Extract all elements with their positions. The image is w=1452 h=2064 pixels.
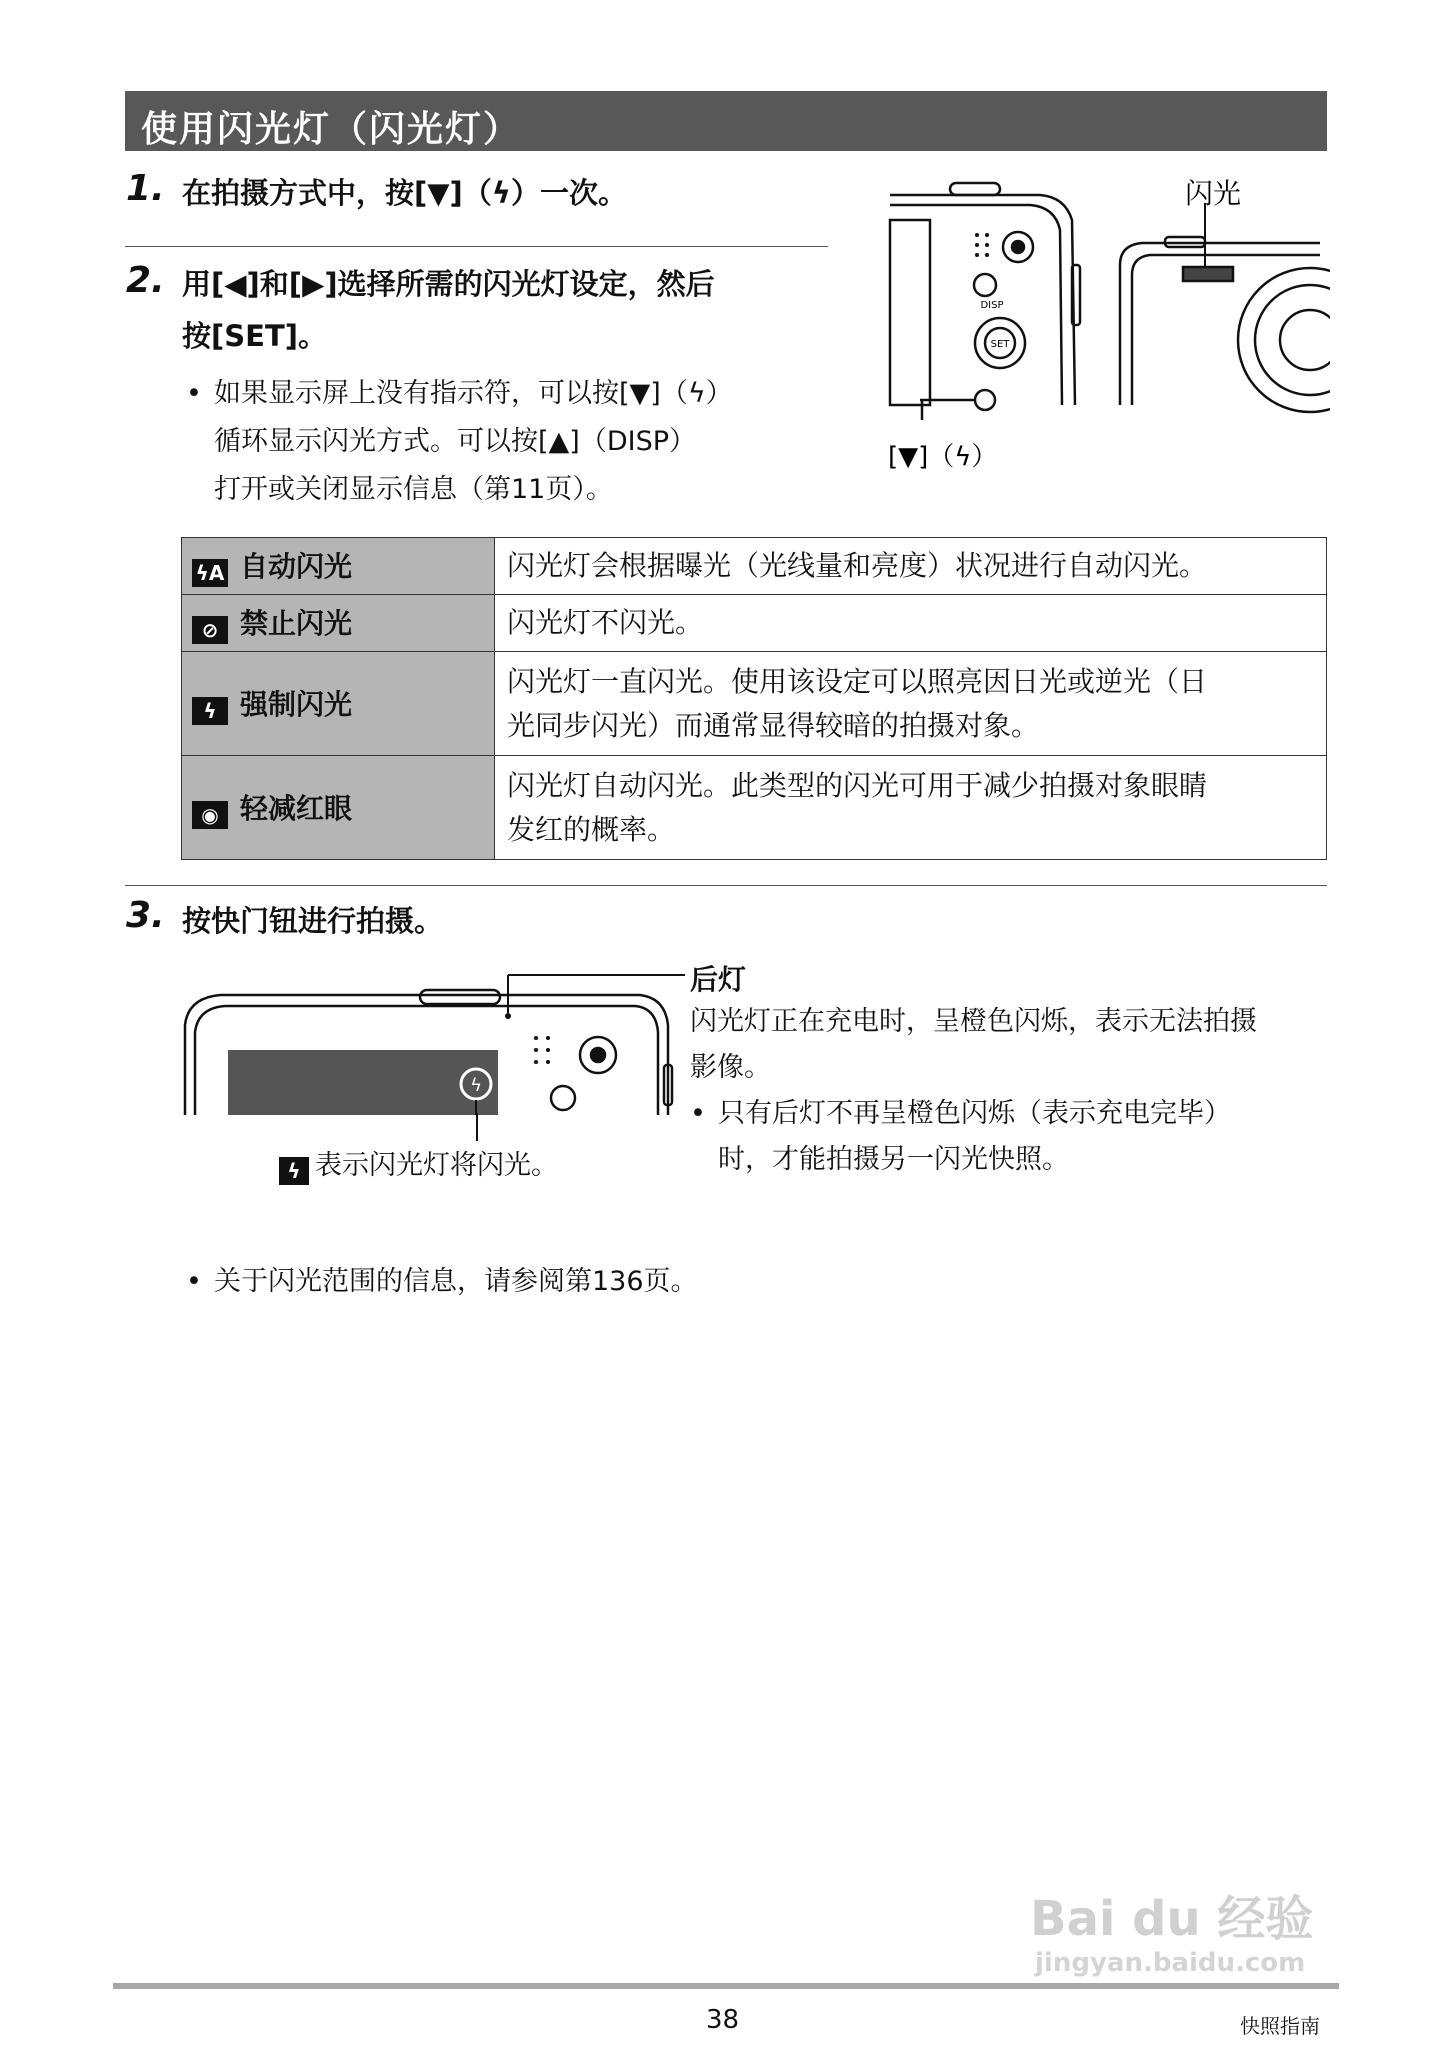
step2-line2: 按[SET]。 bbox=[182, 319, 327, 353]
table-row bbox=[182, 756, 1327, 860]
set-label: SET bbox=[990, 339, 1010, 350]
mode-desc-cell: 闪光灯会根据曝光（光线量和亮度）状况进行自动闪光。 bbox=[495, 538, 1327, 595]
flash-callout-label: 闪光 bbox=[1185, 177, 1242, 210]
back-lamp-bullet-line2: 时，才能拍摄另一闪光快照。 bbox=[718, 1144, 1069, 1175]
divider bbox=[125, 246, 828, 247]
section-title-bar bbox=[125, 91, 1327, 151]
watermark-logo: Bai du 经验 bbox=[1030, 1891, 1314, 1947]
flash-icon-caption: ϟ 表示闪光灯将闪光。 bbox=[279, 1143, 558, 1185]
step3-text: 按快门钮进行拍摄。 bbox=[182, 904, 444, 938]
back-lamp-title: 后灯 bbox=[690, 963, 747, 996]
flash-mode-table bbox=[181, 537, 1327, 860]
table-row bbox=[182, 595, 1327, 652]
icon-callout-line bbox=[476, 1113, 478, 1141]
step2-bullet-line1: • 如果显示屏上没有指示符，可以按[▼]（ϟ） bbox=[214, 370, 733, 418]
mode-desc-cell: 闪光灯一直闪光。使用该设定可以照亮因日光或逆光（日 光同步闪光）而通常显得较暗的拍摄对象。 bbox=[495, 652, 1327, 756]
mode-name: 轻减红眼 bbox=[240, 791, 353, 825]
step2-bullet-line2: 循环显示闪光方式。可以按[▲]（DISP） bbox=[214, 426, 697, 457]
flash-ready-icon: ϟ bbox=[470, 1075, 482, 1096]
page-number: 38 bbox=[706, 2005, 740, 2035]
back-lamp-desc-line1: 闪光灯正在充电时，呈橙色闪烁，表示无法拍摄 bbox=[690, 1006, 1257, 1037]
table-row bbox=[182, 538, 1327, 595]
section-title: 使用闪光灯（闪光灯） bbox=[141, 109, 522, 150]
mode-label-cell bbox=[182, 652, 495, 756]
step2-number: 2. bbox=[126, 260, 165, 301]
flash-on-icon: ϟ bbox=[279, 1157, 309, 1185]
back-lamp-desc-line2: 影像。 bbox=[690, 1052, 771, 1083]
step2-bullet-line3: 打开或关闭显示信息（第11页）。 bbox=[214, 474, 613, 505]
watermark-url: jingyan.baidu.com bbox=[1035, 1948, 1306, 1978]
camera-back-lamp-figure bbox=[180, 950, 690, 1115]
mode-desc-cell: 闪光灯不闪光。 bbox=[495, 595, 1327, 652]
flash-off-icon: ⊘ bbox=[192, 616, 228, 644]
red-eye-icon: ◉ bbox=[192, 801, 228, 829]
flash-button-callout: [▼]（ϟ） bbox=[888, 442, 998, 472]
flash-range-note: • 关于闪光范围的信息，请参阅第136页。 bbox=[214, 1258, 698, 1306]
step1-number: 1. bbox=[126, 168, 165, 209]
step3-number: 3. bbox=[126, 895, 165, 936]
step2-line1: 用[◀]和[▶]选择所需的闪光灯设定，然后 bbox=[182, 267, 715, 301]
mode-label-cell bbox=[182, 756, 495, 860]
disp-label: DISP bbox=[980, 300, 1004, 311]
camera-buttons-figure bbox=[880, 175, 1330, 485]
mode-label-cell bbox=[182, 595, 495, 652]
back-lamp-bullet-line1: • 只有后灯不再呈橙色闪烁（表示充电完毕） bbox=[718, 1090, 1231, 1138]
step1-text: 在拍摄方式中，按[▼]（ϟ）一次。 bbox=[182, 176, 627, 210]
table-row bbox=[182, 652, 1327, 756]
flash-on-icon: ϟ bbox=[192, 697, 228, 725]
mode-name: 禁止闪光 bbox=[240, 607, 353, 640]
mode-name: 自动闪光 bbox=[240, 550, 353, 583]
mode-name: 强制闪光 bbox=[240, 687, 353, 721]
divider bbox=[125, 885, 1327, 886]
camera-front-illustration bbox=[1120, 237, 1330, 412]
auto-flash-icon: ϟA bbox=[192, 559, 228, 587]
mode-desc-cell: 闪光灯自动闪光。此类型的闪光可用于减少拍摄对象眼睛 发红的概率。 bbox=[495, 756, 1327, 860]
mode-label-cell bbox=[182, 538, 495, 595]
footer-rule bbox=[113, 1983, 1339, 1989]
footer-section-label: 快照指南 bbox=[1240, 2014, 1320, 2038]
